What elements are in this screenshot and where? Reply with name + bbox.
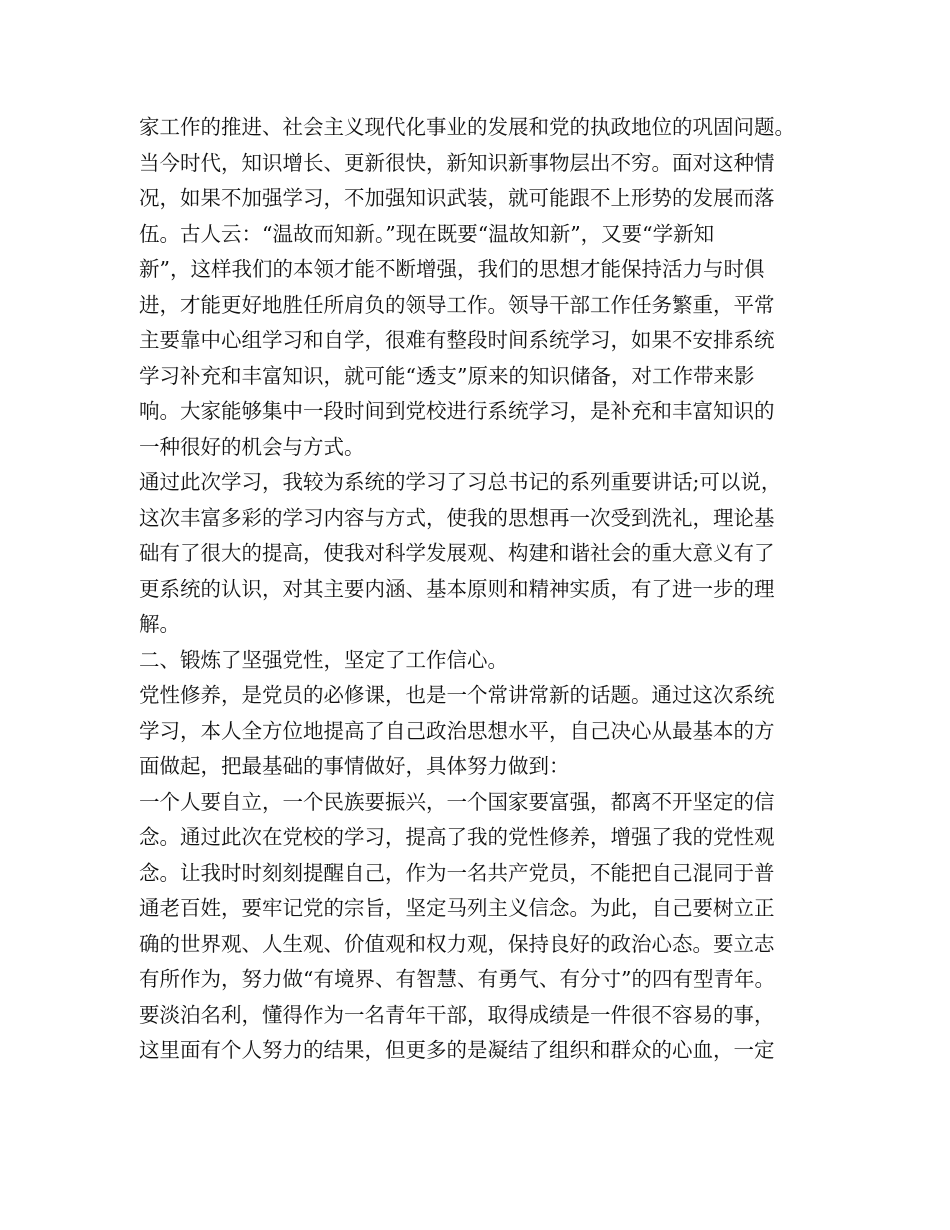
text-line: 确的世界观、人生观、价值观和权力观，保持良好的政治心态。要立志 [139, 931, 775, 956]
text-line: 解。 [139, 612, 180, 636]
text-line: 家工作的推进、社会主义现代化事业的发展和党的执政地位的巩固问题。 [139, 115, 795, 139]
text-line: 更系统的认识，对其主要内涵、基本原则和精神实质，有了进一步的理 [139, 576, 775, 601]
text-line: 念。通过此次在党校的学习，提高了我的党性修养，增强了我的党性观 [139, 825, 775, 849]
text-line: 响。大家能够集中一段时间到党校进行系统学习，是补充和丰富知识的 [139, 399, 775, 423]
text-line: 学习补充和丰富知识，就可能“透支”原来的知识储备，对工作带来影 [139, 363, 755, 388]
text-line: 有所作为，努力做“有境界、有智慧、有勇气、有分寸”的四有型青年。 [139, 967, 775, 991]
text-line: 伍。古人云：“温故而知新。”现在既要“温故知新”，又要“学新知 [139, 221, 715, 246]
document-body [139, 110, 829, 1069]
text-line: 通老百姓，要牢记党的宗旨，坚定马列主义信念。为此，自己要树立正 [139, 896, 775, 920]
text-line: 进，才能更好地胜任所肩负的领导工作。领导干部工作任务繁重，平常 [139, 292, 775, 317]
text-line: 通过此次学习，我较为系统的学习了习总书记的系列重要讲话;可以说， [139, 470, 782, 494]
text-line: 一个人要自立，一个民族要振兴，一个国家要富强，都离不开坚定的信 [139, 789, 775, 814]
text-line: 念。让我时时刻刻提醒自己，作为一名共产党员，不能把自己混同于普 [139, 860, 775, 885]
text-line: 党性修养，是党员的必修课，也是一个常讲常新的话题。通过这次系统 [139, 683, 775, 707]
text-line: 一种很好的机会与方式。 [139, 434, 365, 459]
text-line: 面做起，把最基础的事情做好，具体努力做到： [139, 754, 570, 778]
text-line: 学习，本人全方位地提高了自己政治思想水平，自己决心从最基本的方 [139, 718, 775, 743]
text-line: 况，如果不加强学习，不加强知识武装，就可能跟不上形势的发展而落 [139, 186, 775, 210]
text-line: 础有了很大的提高，使我对科学发展观、构建和谐社会的重大意义有了 [139, 541, 775, 565]
text-line: 这里面有个人努力的结果，但更多的是凝结了组织和群众的心血，一定 [139, 1038, 775, 1062]
text-line: 主要靠中心组学习和自学，很难有整段时间系统学习，如果不安排系统 [139, 328, 775, 352]
text-line: 这次丰富多彩的学习内容与方式，使我的思想再一次受到洗礼，理论基 [139, 505, 775, 530]
text-line: 要淡泊名利，懂得作为一名青年干部，取得成绩是一件很不容易的事， [139, 1002, 775, 1027]
section-heading: 二、锻炼了坚强党性，坚定了工作信心。 [139, 647, 508, 672]
text-line: 新”，这样我们的本领才能不断增强，我们的思想才能保持活力与时俱 [139, 257, 765, 281]
text-line: 当今时代，知识增长、更新很快，新知识新事物层出不穷。面对这种情 [139, 150, 775, 175]
